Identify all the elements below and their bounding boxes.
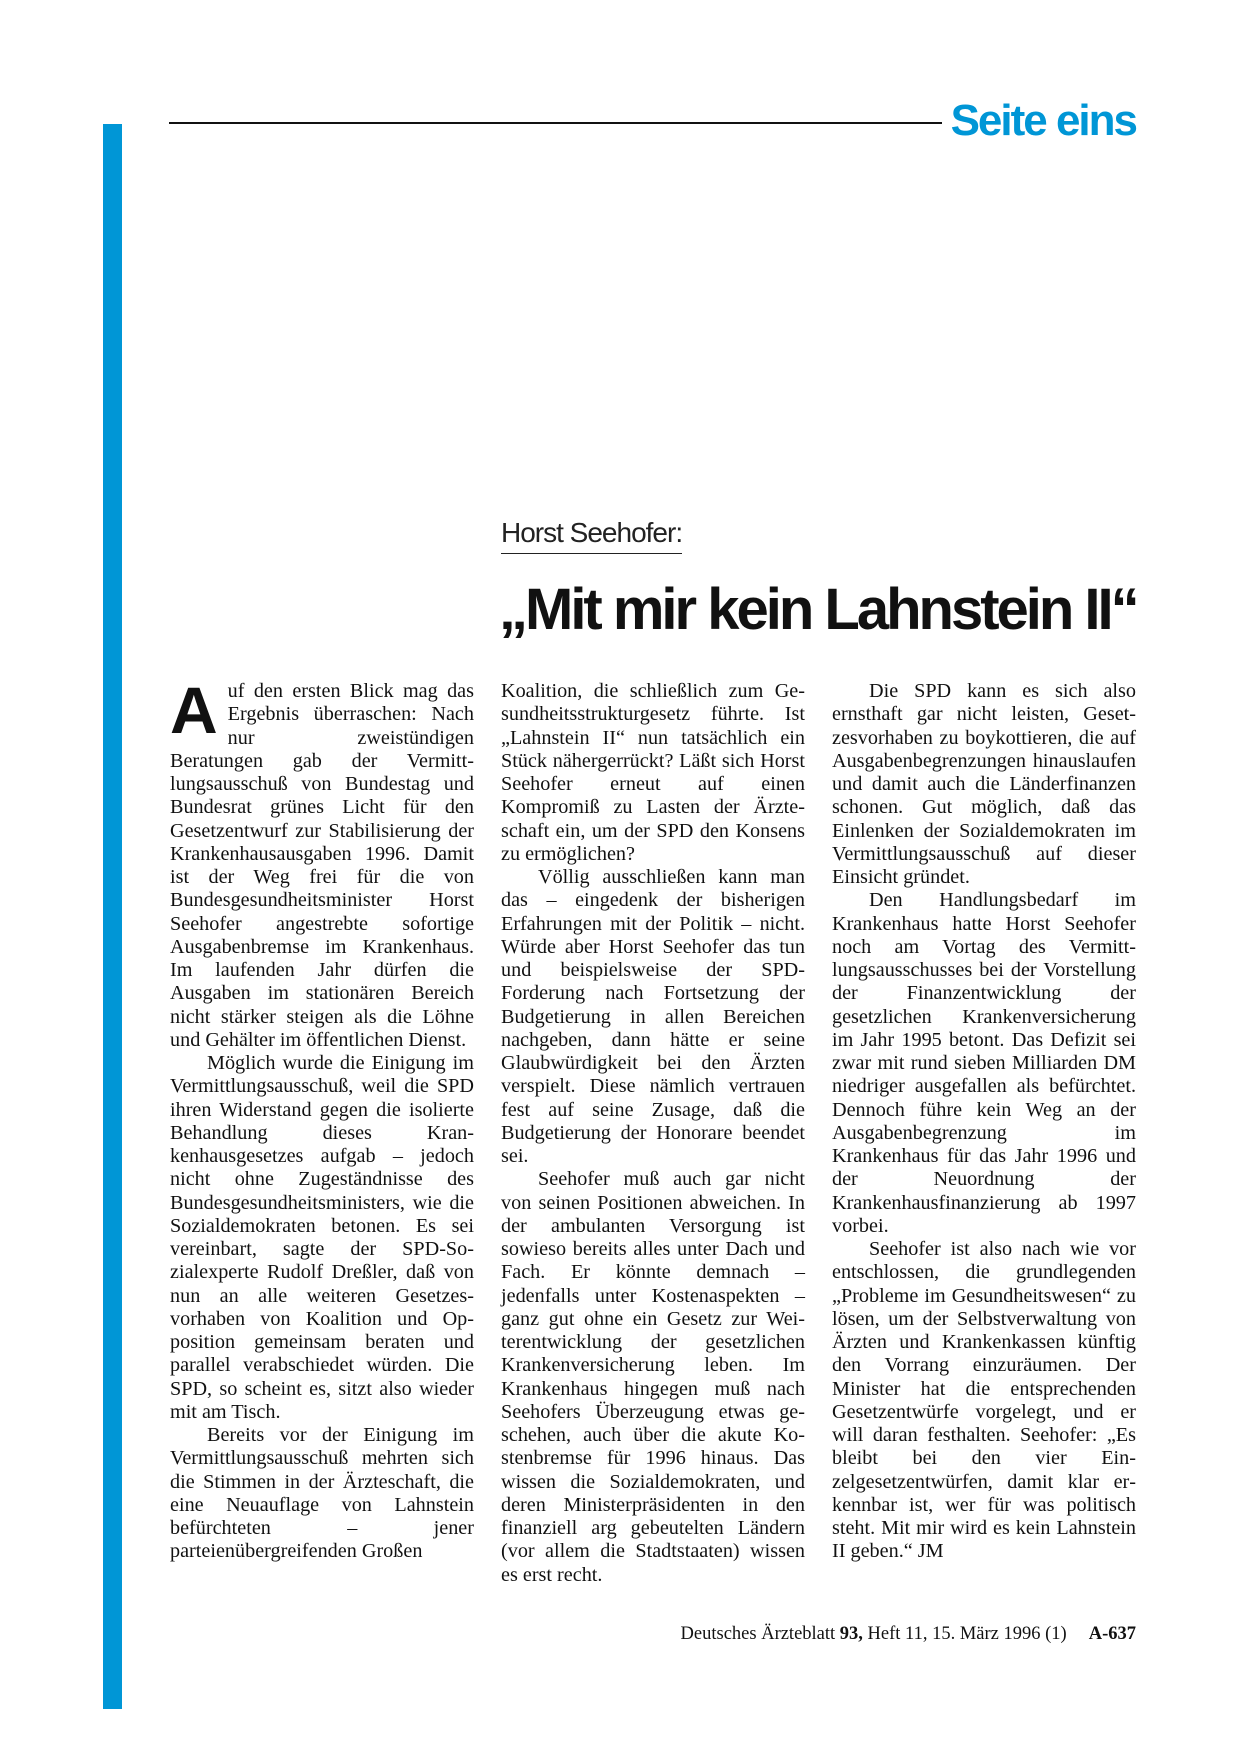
- article-paragraph: Völlig ausschließen kann man das – eingedenk der bisherigen Erfahrungen mit der Politik – nicht. Würde aber Horst Seehofer das tun und beispielsweise der SPD-Forderung nach Fortsetzung der Budgetierung in allen Bereichen nachgeben, dann hätte er seine Glaubwürdigkeit bei den Ärzten verspielt. Diese nämlich vertrauen fest auf seine Zusage, daß die Budgetierung der Honorare beendet sei.: [501, 866, 805, 1167]
- paragraph-text: uf den ersten Blick mag das Ergebnis überraschen: Nach nur zweistündigen Beratungen gab der Vermittlungsausschuß von Bundestag und Bundesrat grünes Licht für den Gesetzentwurf zur Stabilisierung der Krankenhausausgaben 1996. Damit ist der Weg frei für die von Bundesgesundheitsminister Horst Seehofer angestrebte sofortige Ausgabenbremse im Krankenhaus. Im laufenden Jahr dürfen die Ausgaben im stationären Bereich nicht stärker steigen als die Löhne und Gehälter im öffentlichen Dienst.: [170, 680, 474, 1051]
- header-rule: [169, 122, 942, 124]
- article-paragraph: Möglich wurde die Einigung im Vermittlungsausschuß, weil die SPD ihren Widerstand gegen die isolierte Behandlung dieses Krankenhausgesetzes aufgab – jedoch nicht ohne Zugeständnisse des Bundesgesundheitsministers, wie die Sozialdemokraten betonen. Es sei vereinbart, sagte der SPD-Sozialexperte Rudolf Dreßler, daß von nun an alle weiteren Gesetzesvorhaben von Koalition und Opposition gemeinsam beraten und parallel verabschiedet würden. Die SPD, so scheint es, sitzt also wieder mit am Tisch.: [170, 1052, 474, 1423]
- journal-name: Deutsches Ärzteblatt: [680, 1624, 836, 1644]
- page-footer: [681, 1622, 1136, 1646]
- article-headline: „Mit mir kein Lahnstein II“: [499, 577, 1137, 642]
- accent-bar: [103, 124, 122, 1709]
- article-paragraph: Die SPD kann es sich also ernsthaft gar nicht leisten, Gesetzesvorhaben zu boykottieren, die auf Ausgabenbegrenzungen hinauslaufen und damit auch die Länderfinanzen schonen. Gut möglich, daß das Einlenken der Sozialdemokraten im Vermittlungsausschuß auf dieser Einsicht gründet.: [832, 680, 1136, 888]
- article-paragraph: Koalition, die schließlich zum Gesundheitsstrukturgesetz führte. Ist „Lahnstein II“ nun tatsächlich ein Stück nähergerrückt? Läßt sich Horst Seehofer erneut auf einen Kompromiß zu Lasten der Ärzteschaft ein, um der SPD den Konsens zu ermöglichen?: [501, 680, 805, 865]
- journal-volume: 93,: [839, 1624, 863, 1644]
- article-paragraph: Seehofer muß auch gar nicht von seinen Positionen abweichen. In der ambulanten Versorgung ist sowieso bereits alles unter Dach und Fach. Er könnte demnach – jedenfalls unter Kostenaspekten – ganz gut ohne ein Gesetz zur Weiterentwicklung der gesetzlichen Krankenversicherung leben. Im Krankenhaus hingegen muß nach Seehofers Überzeugung etwas geschehen, auch über die akute Kostenbremse für 1996 hinaus. Das wissen die Sozialdemokraten, und deren Ministerpräsidenten in den finanziell arg gebeutelten Ländern (vor allem die Stadtstaaten) wissen es erst recht.: [501, 1168, 805, 1586]
- article-column-1: [170, 673, 474, 1564]
- section-label: Seite eins: [950, 96, 1136, 145]
- issue-date: Heft 11, 15. März 1996 (1): [867, 1624, 1067, 1644]
- article-paragraph: Bereits vor der Einigung im Vermittlungsausschuß mehrten sich die Stimmen in der Ärzteschaft, die eine Neuauflage von Lahnstein befürchteten – jener parteienübergreifenden Großen: [170, 1424, 474, 1563]
- article-kicker: Horst Seehofer:: [501, 516, 682, 554]
- page-number: A-637: [1088, 1624, 1136, 1644]
- article-column-3: [832, 680, 1136, 1564]
- article-column-2: [501, 680, 805, 1587]
- drop-cap: A: [170, 673, 218, 747]
- article-paragraph: [170, 673, 474, 1052]
- article-paragraph: Den Handlungsbedarf im Krankenhaus hatte Horst Seehofer noch am Vortag des Vermittlungsausschusses bei der Vorstellung der Finanzentwicklung der gesetzlichen Krankenversicherung im Jahr 1995 betont. Das Defizit sei zwar mit rund sieben Milliarden DM niedriger ausgefallen als befürchtet. Dennoch führe kein Weg an der Ausgabenbegrenzung im Krankenhaus für das Jahr 1996 und der Neuordnung der Krankenhausfinanzierung ab 1997 vorbei.: [832, 889, 1136, 1237]
- article-paragraph: Seehofer ist also nach wie vor entschlossen, die grundlegenden „Probleme im Gesundheitswesen“ zu lösen, um der Selbstverwaltung von Ärzten und Krankenkassen künftig den Vorrang einzuräumen. Der Minister hat die entsprechenden Gesetzentwürfe vorgelegt, und er will daran festhalten. Seehofer: „Es bleibt bei den vier Einzelgesetzentwürfen, damit klar erkennbar ist, wer für was politisch steht. Mit mir wird es kein Lahnstein II geben.“ JM: [832, 1238, 1136, 1563]
